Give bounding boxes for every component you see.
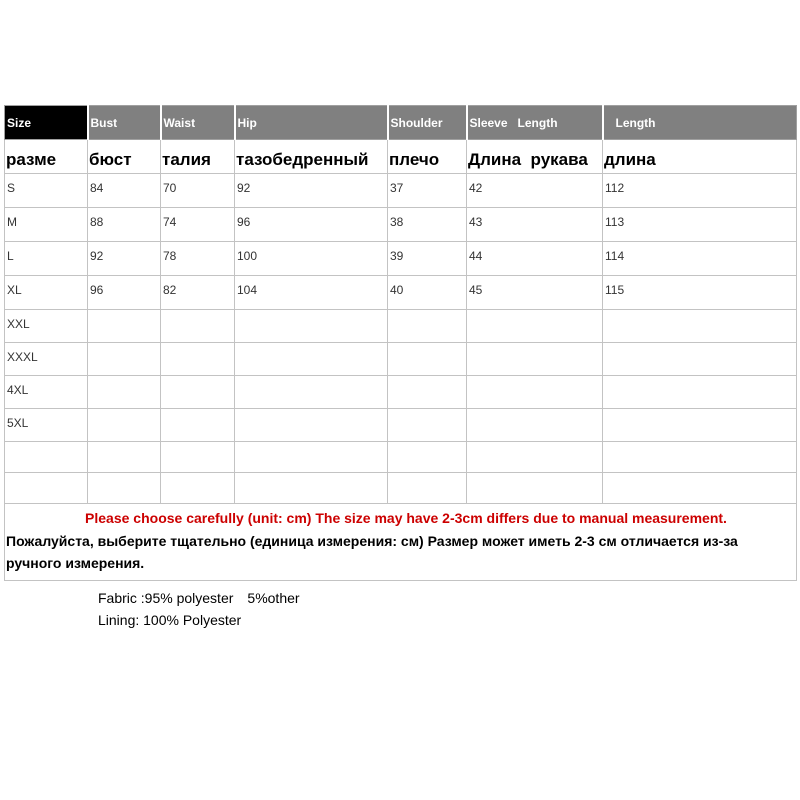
cell-sleeve-length: 43 — [467, 208, 603, 242]
cell-bust: 96 — [88, 276, 161, 310]
cell-length — [603, 473, 797, 504]
fabric-line — [98, 587, 300, 609]
cell-waist — [161, 376, 235, 409]
cell-shoulder — [388, 473, 467, 504]
lining-line: Lining: 100% Polyester — [98, 612, 242, 628]
header-size: Size — [5, 106, 88, 140]
notice-english: Please choose carefully (unit: cm) The size may have 2-3cm differs due to manual measurement. — [85, 510, 727, 526]
cell-length — [603, 343, 797, 376]
header-waist: Waist — [161, 106, 235, 140]
header-ru-length: длина — [603, 140, 797, 174]
table-row — [5, 442, 797, 473]
cell-hip — [235, 376, 388, 409]
table-row — [5, 174, 797, 208]
table-row — [5, 376, 797, 409]
cell-waist — [161, 310, 235, 343]
table-row — [5, 242, 797, 276]
cell-shoulder: 40 — [388, 276, 467, 310]
cell-size: S — [5, 174, 88, 208]
cell-hip — [235, 442, 388, 473]
cell-waist — [161, 343, 235, 376]
cell-waist: 82 — [161, 276, 235, 310]
cell-waist: 74 — [161, 208, 235, 242]
cell-hip: 96 — [235, 208, 388, 242]
cell-sleeve-length — [467, 473, 603, 504]
cell-sleeve-length: 44 — [467, 242, 603, 276]
header-sleeve-length: Sleeve Length — [467, 106, 603, 140]
cell-length: 115 — [603, 276, 797, 310]
header-ru-waist: талия — [161, 140, 235, 174]
cell-size: 5XL — [5, 409, 88, 442]
cell-bust — [88, 409, 161, 442]
header-ru-size: разме — [5, 140, 88, 174]
table-row — [5, 343, 797, 376]
cell-shoulder — [388, 343, 467, 376]
cell-length — [603, 310, 797, 343]
notice-cell — [5, 504, 797, 581]
cell-sleeve-length — [467, 409, 603, 442]
cell-bust: 84 — [88, 174, 161, 208]
header-row-ru — [5, 140, 797, 174]
cell-shoulder: 37 — [388, 174, 467, 208]
cell-shoulder — [388, 310, 467, 343]
cell-sleeve-length — [467, 376, 603, 409]
table-row — [5, 310, 797, 343]
cell-waist — [161, 442, 235, 473]
cell-sleeve-length: 42 — [467, 174, 603, 208]
cell-length: 113 — [603, 208, 797, 242]
fabric-info — [98, 587, 300, 631]
cell-shoulder — [388, 376, 467, 409]
cell-bust — [88, 473, 161, 504]
cell-hip — [235, 310, 388, 343]
cell-waist: 78 — [161, 242, 235, 276]
cell-hip — [235, 473, 388, 504]
cell-size — [5, 442, 88, 473]
cell-length: 112 — [603, 174, 797, 208]
cell-sleeve-length — [467, 343, 603, 376]
cell-shoulder — [388, 409, 467, 442]
size-chart-table — [4, 105, 797, 581]
cell-waist: 70 — [161, 174, 235, 208]
header-ru-bust: бюст — [88, 140, 161, 174]
cell-sleeve-length — [467, 310, 603, 343]
cell-length — [603, 442, 797, 473]
cell-hip — [235, 409, 388, 442]
cell-size: XXXL — [5, 343, 88, 376]
table-row — [5, 409, 797, 442]
table-row — [5, 473, 797, 504]
cell-bust: 88 — [88, 208, 161, 242]
cell-waist — [161, 473, 235, 504]
table-row — [5, 276, 797, 310]
cell-length — [603, 409, 797, 442]
header-ru-sleeve-length: Длина рукава — [467, 140, 603, 174]
cell-shoulder — [388, 442, 467, 473]
cell-length: 114 — [603, 242, 797, 276]
cell-bust — [88, 376, 161, 409]
cell-hip — [235, 343, 388, 376]
fabric-composition: Fabric :95% polyester — [98, 590, 234, 606]
cell-size — [5, 473, 88, 504]
cell-size: M — [5, 208, 88, 242]
header-row-en — [5, 106, 797, 140]
cell-sleeve-length — [467, 442, 603, 473]
header-ru-shoulder: плечо — [388, 140, 467, 174]
cell-size: XXL — [5, 310, 88, 343]
notice-russian: Пожалуйста, выберите тщательно (единица измерения: см) Размер может иметь 2-3 см отличается из-за ручного измерения. — [6, 533, 738, 571]
cell-hip: 100 — [235, 242, 388, 276]
cell-hip: 104 — [235, 276, 388, 310]
header-ru-hip: тазобедренный — [235, 140, 388, 174]
notice-row — [5, 504, 797, 581]
cell-bust: 92 — [88, 242, 161, 276]
cell-size: XL — [5, 276, 88, 310]
cell-waist — [161, 409, 235, 442]
header-length: Length — [603, 106, 797, 140]
cell-shoulder: 38 — [388, 208, 467, 242]
header-bust: Bust — [88, 106, 161, 140]
cell-size: L — [5, 242, 88, 276]
fabric-other: 5%other — [247, 590, 300, 606]
cell-sleeve-length: 45 — [467, 276, 603, 310]
cell-length — [603, 376, 797, 409]
cell-hip: 92 — [235, 174, 388, 208]
cell-bust — [88, 343, 161, 376]
table-row — [5, 208, 797, 242]
cell-shoulder: 39 — [388, 242, 467, 276]
cell-size: 4XL — [5, 376, 88, 409]
cell-bust — [88, 442, 161, 473]
header-hip: Hip — [235, 106, 388, 140]
cell-bust — [88, 310, 161, 343]
header-shoulder: Shoulder — [388, 106, 467, 140]
